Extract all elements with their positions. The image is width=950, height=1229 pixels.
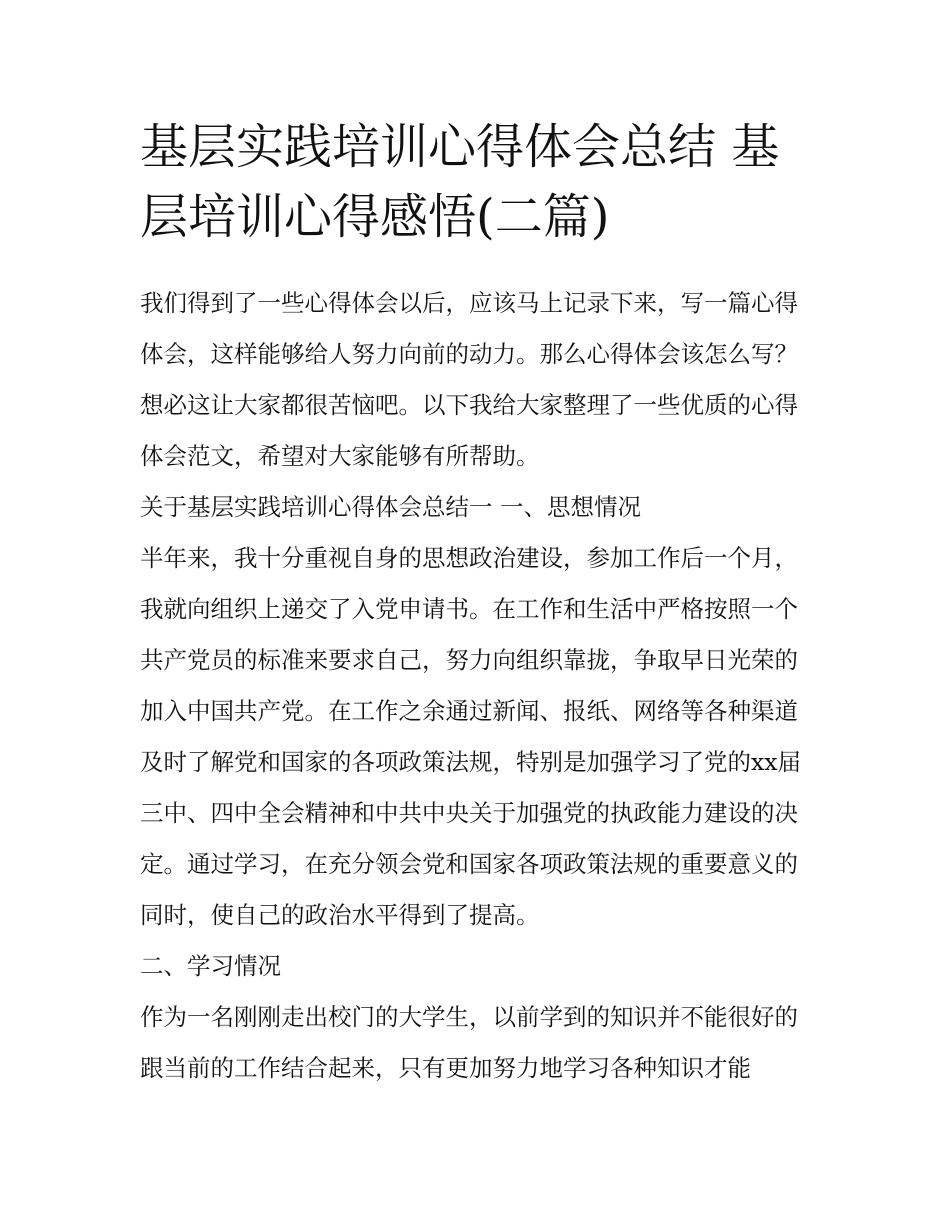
document-body [140,112,812,1094]
section-heading-two: 二、学习情况 [140,952,281,980]
intro-paragraph: 我们得到了一些心得体会以后，应该马上记录下来，写一篇心得体会，这样能够给人努力向前的动力。那么心得体会该怎么写？想必这让大家都很苦恼吧。以下我给大家整理了一些优质的心得体会范文，希望对大家能够有所帮助。 [140,289,798,470]
thought-paragraph: 半年来，我十分重视自身的思想政治建设，参加工作后一个月，我就向组织上递交了入党申请书。在工作和生活中严格按照一个共产党员的标准来要求自己，努力向组织靠拢，争取早日光荣的加入中国共产党。在工作之余通过新闻、报纸、网络等各种渠道及时了解党和国家的各项政策法规，特别是加强学习了党的xx届三中、四中全会精神和中共中央关于加强党的执政能力建设的决定。通过学习，在充分领会党和国家各项政策法规的重要意义的同时，使自己的政治水平得到了提高。 [140,544,802,929]
document-title: 基层实践培训心得体会总结 基层培训心得感悟(二篇) [140,119,780,245]
section-heading-one: 关于基层实践培训心得体会总结一 一、思想情况 [140,493,641,521]
study-paragraph: 作为一名刚刚走出校门的大学生，以前学到的知识并不能很好的跟当前的工作结合起来，只有更加努力地学习各种知识才能 [140,1003,798,1082]
